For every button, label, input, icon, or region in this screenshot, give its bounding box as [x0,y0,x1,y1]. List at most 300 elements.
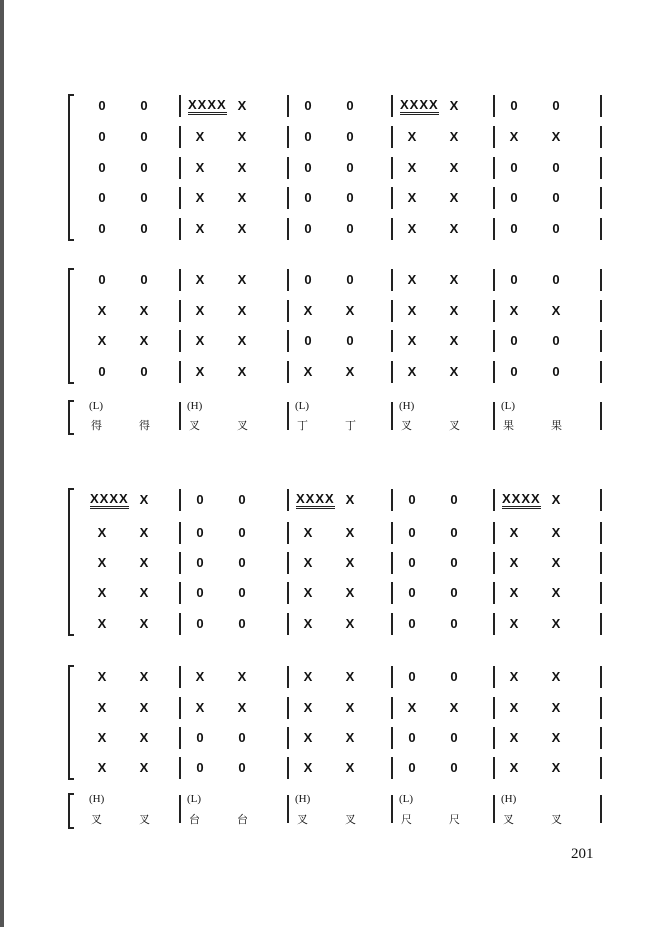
rest-note: 0 [304,221,312,236]
bar-line [600,697,602,719]
bar-line [493,218,495,240]
page-number: 201 [571,846,594,862]
brace-hook [68,488,74,490]
strike-note: X [551,303,561,318]
strike-note: X [449,190,459,205]
strike-note: X [407,303,417,318]
bar-line [600,269,602,291]
rest-note: 0 [408,730,416,745]
brace-hook [68,268,74,270]
strike-note: X [407,129,417,144]
rest-note: 0 [552,221,560,236]
lyric-syllable: 尺 [401,813,412,826]
rest-note: 0 [510,364,518,379]
rest-note: 0 [140,160,148,175]
bar-line [600,757,602,779]
lyric-syllable: 叉 [345,813,356,826]
bar-line [493,522,495,544]
rest-note: 0 [238,760,246,775]
rest-note: 0 [510,221,518,236]
strike-note: X [449,303,459,318]
strike-note: X [139,525,149,540]
bar-line [493,795,495,823]
bar-line [179,330,181,352]
strike-note: X [195,221,205,236]
rest-note: 0 [98,221,106,236]
strike-note: X [345,760,355,775]
strike-note: X [195,364,205,379]
strike-note: X [303,525,313,540]
strike-note: X [509,700,519,715]
rest-note: 0 [552,272,560,287]
strike-note: X [551,730,561,745]
brace-hook [68,433,74,435]
bar-line [493,552,495,574]
strike-note: X [303,555,313,570]
brace-hook [68,827,74,829]
bar-line [179,269,181,291]
bar-line [287,489,289,511]
lyric-syllable: 叉 [189,419,200,432]
bar-line [179,522,181,544]
pitch-marker: (L) [399,793,414,805]
strike-note: X [237,364,247,379]
rest-note: 0 [408,555,416,570]
strike-note: X [551,700,561,715]
bar-line [179,187,181,209]
bar-line [287,157,289,179]
strike-note: X [195,190,205,205]
lyric-syllable: 叉 [401,419,412,432]
rest-note: 0 [196,492,204,507]
strike-note: X [345,525,355,540]
bar-line [391,157,393,179]
bar-line [600,330,602,352]
strike-note: X [449,160,459,175]
bar-line [600,218,602,240]
strike-note: X [407,272,417,287]
rest-note: 0 [450,669,458,684]
strike-note: X [551,760,561,775]
strike-note: X [139,555,149,570]
rest-note: 0 [304,129,312,144]
rest-note: 0 [140,129,148,144]
brace-hook [68,634,74,636]
bar-line [391,269,393,291]
bar-line [493,402,495,430]
bar-line [391,757,393,779]
bar-line [179,300,181,322]
strike-note: X [345,303,355,318]
bar-line [179,727,181,749]
strike-note: X [97,669,107,684]
rest-note: 0 [140,98,148,113]
strike-note: X [237,160,247,175]
bar-line [391,187,393,209]
bar-line [391,300,393,322]
bar-line [179,95,181,117]
strike-note: X [509,525,519,540]
pitch-marker: (H) [295,793,311,805]
bar-line [600,613,602,635]
rest-note: 0 [552,98,560,113]
strike-note: X [551,669,561,684]
bar-line [600,795,602,823]
brace-line [68,400,70,435]
bar-line [493,697,495,719]
bar-line [287,666,289,688]
rest-note: 0 [196,616,204,631]
rest-note: 0 [450,525,458,540]
lyric-syllable: 台 [237,813,248,826]
strike-note: X [345,585,355,600]
strike-note: X [551,555,561,570]
lyric-syllable: 丁 [345,419,356,432]
lyric-syllable: 台 [189,813,200,826]
strike-note: X [449,333,459,348]
rest-note: 0 [346,221,354,236]
rest-note: 0 [238,492,246,507]
rest-note: 0 [238,525,246,540]
strike-note: X [237,669,247,684]
rest-note: 0 [238,616,246,631]
group-brace [68,488,74,636]
strike-note: X [345,492,355,507]
rest-note: 0 [450,616,458,631]
bar-line [179,157,181,179]
rest-note: 0 [510,333,518,348]
bar-line [391,666,393,688]
rest-note: 0 [304,160,312,175]
bar-line [391,697,393,719]
strike-note: X [195,700,205,715]
strike-note: X [97,525,107,540]
brace-line [68,665,70,780]
strike-note: X [237,98,247,113]
strike-note: X [407,333,417,348]
group-brace [68,268,74,384]
strike-note: X [195,160,205,175]
bar-line [391,522,393,544]
strike-note: X [303,303,313,318]
bar-line [493,613,495,635]
strike-note: X [509,669,519,684]
strike-note: X [195,333,205,348]
bar-line [600,489,602,511]
strike-note: X [139,333,149,348]
rest-note: 0 [552,190,560,205]
strike-note: X [345,669,355,684]
strike-note: X [551,525,561,540]
strike-note: X [407,221,417,236]
lyric-syllable: 得 [139,419,150,432]
group-brace [68,94,74,241]
strike-note: X [407,700,417,715]
brace-hook [68,778,74,780]
strike-note: X [303,669,313,684]
bar-line [179,757,181,779]
bar-line [391,582,393,604]
rest-note: 0 [346,333,354,348]
rest-note: 0 [98,272,106,287]
rest-note: 0 [238,555,246,570]
strike-note: X [345,364,355,379]
bar-line [287,126,289,148]
brace-line [68,268,70,384]
rest-note: 0 [552,333,560,348]
rest-note: 0 [552,160,560,175]
rest-note: 0 [510,160,518,175]
strike-note: X [237,303,247,318]
brace-hook [68,793,74,795]
strike-note: X [509,555,519,570]
strike-note: X [449,98,459,113]
bar-line [493,126,495,148]
page-edge [0,0,4,927]
rest-note: 0 [196,555,204,570]
rest-note: 0 [98,190,106,205]
lyric-syllable: 果 [503,419,514,432]
pitch-marker: (H) [399,400,415,412]
strike-note: X [449,272,459,287]
bar-line [391,489,393,511]
bar-line [600,126,602,148]
rest-note: 0 [450,585,458,600]
bar-line [600,95,602,117]
bar-line [600,300,602,322]
bar-line [391,795,393,823]
bar-line [287,522,289,544]
bar-line [493,157,495,179]
bar-line [287,402,289,430]
strike-note: X [509,129,519,144]
brace-hook [68,665,74,667]
strike-note: X [139,616,149,631]
bar-line [179,582,181,604]
bar-line [391,95,393,117]
rest-note: 0 [238,585,246,600]
bar-line [493,95,495,117]
bar-line [493,187,495,209]
bar-line [391,218,393,240]
bar-line [179,361,181,383]
bar-line [600,552,602,574]
group-brace [68,665,74,780]
strike-note: X [237,272,247,287]
rest-note: 0 [140,190,148,205]
strike-note: X [195,129,205,144]
bar-line [287,330,289,352]
bar-line [287,552,289,574]
lyric-syllable: 叉 [139,813,150,826]
bar-line [287,697,289,719]
strike-note: X [195,303,205,318]
bar-line [493,666,495,688]
rest-note: 0 [346,190,354,205]
strike-note: X [237,129,247,144]
strike-note: X [345,555,355,570]
strike-note: X [449,364,459,379]
strike-note: X [97,333,107,348]
strike-note: X [509,303,519,318]
rest-note: 0 [408,669,416,684]
bar-line [179,489,181,511]
strike-note: X [97,585,107,600]
rest-note: 0 [196,730,204,745]
bar-line [179,126,181,148]
strike-note: X [237,190,247,205]
rest-note: 0 [346,129,354,144]
group-brace [68,400,74,435]
lyric-syllable: 叉 [237,419,248,432]
rest-note: 0 [552,364,560,379]
lyric-syllable: 得 [91,419,102,432]
bar-line [600,187,602,209]
pitch-marker: (H) [501,793,517,805]
bar-line [179,666,181,688]
bar-line [391,402,393,430]
strike-note: X [345,730,355,745]
bar-line [287,361,289,383]
bar-line [493,757,495,779]
bar-line [493,269,495,291]
bar-line [287,218,289,240]
pitch-marker: (L) [501,400,516,412]
rest-note: 0 [408,760,416,775]
strike-note: X [345,700,355,715]
rest-note: 0 [98,129,106,144]
strike-note: X [345,616,355,631]
rest-note: 0 [140,221,148,236]
rest-note: 0 [304,98,312,113]
rest-note: 0 [98,364,106,379]
strike-note: X [407,364,417,379]
strike-note: X [237,700,247,715]
strike-note: X [303,616,313,631]
lyric-syllable: 叉 [551,813,562,826]
pitch-marker: (H) [89,793,105,805]
bar-line [493,489,495,511]
bar-line [287,613,289,635]
strike-note: X [97,730,107,745]
strike-note: X [139,585,149,600]
sixteenth-note-group: XXXX [90,492,129,509]
strike-note: X [407,190,417,205]
bar-line [287,187,289,209]
bar-line [391,613,393,635]
strike-note: X [139,760,149,775]
rest-note: 0 [510,98,518,113]
strike-note: X [303,760,313,775]
strike-note: X [551,129,561,144]
rest-note: 0 [98,160,106,175]
strike-note: X [97,616,107,631]
brace-line [68,488,70,636]
bar-line [179,697,181,719]
bar-line [179,402,181,430]
bar-line [600,361,602,383]
rest-note: 0 [510,272,518,287]
sixteenth-note-group: XXXX [296,492,335,509]
strike-note: X [97,700,107,715]
bar-line [391,330,393,352]
bar-line [493,361,495,383]
rest-note: 0 [98,98,106,113]
strike-note: X [449,129,459,144]
brace-hook [68,400,74,402]
bar-line [179,613,181,635]
rest-note: 0 [408,525,416,540]
strike-note: X [139,492,149,507]
strike-note: X [551,585,561,600]
bar-line [391,552,393,574]
bar-line [600,666,602,688]
bar-line [493,727,495,749]
strike-note: X [237,333,247,348]
bar-line [391,361,393,383]
rest-note: 0 [408,616,416,631]
bar-line [287,95,289,117]
bar-line [287,300,289,322]
strike-note: X [139,730,149,745]
bar-line [391,126,393,148]
strike-note: X [303,730,313,745]
bar-line [287,269,289,291]
lyric-syllable: 叉 [91,813,102,826]
bar-line [493,300,495,322]
sixteenth-note-group: XXXX [188,98,227,115]
rest-note: 0 [196,760,204,775]
strike-note: X [237,221,247,236]
bar-line [179,218,181,240]
lyric-syllable: 丁 [297,419,308,432]
lyric-syllable: 果 [551,419,562,432]
brace-hook [68,239,74,241]
rest-note: 0 [238,730,246,745]
bar-line [287,727,289,749]
bar-line [391,727,393,749]
strike-note: X [509,585,519,600]
rest-note: 0 [196,525,204,540]
strike-note: X [509,730,519,745]
brace-hook [68,94,74,96]
brace-line [68,94,70,241]
strike-note: X [551,492,561,507]
strike-note: X [509,760,519,775]
strike-note: X [509,616,519,631]
strike-note: X [449,700,459,715]
pitch-marker: (L) [295,400,310,412]
rest-note: 0 [346,272,354,287]
group-brace [68,793,74,829]
bar-line [600,157,602,179]
strike-note: X [195,669,205,684]
bar-line [287,795,289,823]
strike-note: X [303,364,313,379]
lyric-syllable: 尺 [449,813,460,826]
rest-note: 0 [304,333,312,348]
strike-note: X [139,303,149,318]
rest-note: 0 [408,585,416,600]
strike-note: X [551,616,561,631]
rest-note: 0 [304,190,312,205]
rest-note: 0 [510,190,518,205]
sixteenth-note-group: XXXX [400,98,439,115]
strike-note: X [407,160,417,175]
bar-line [600,582,602,604]
rest-note: 0 [450,730,458,745]
strike-note: X [195,272,205,287]
